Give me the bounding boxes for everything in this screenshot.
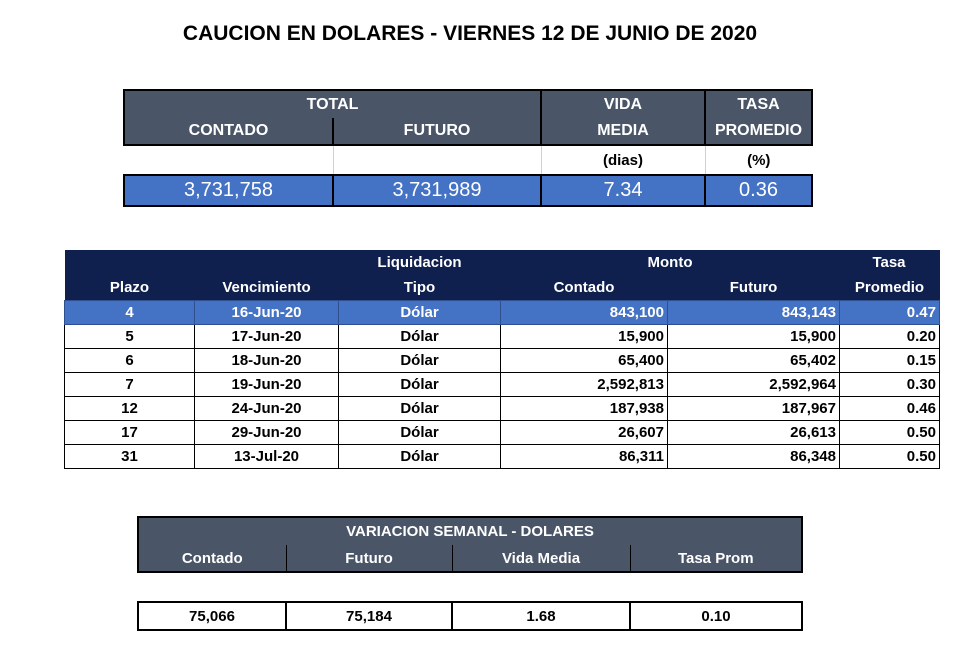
tasa-header-1: TASA bbox=[705, 90, 812, 118]
vida-header-1: VIDA bbox=[541, 90, 705, 118]
contado-cell: 15,900 bbox=[501, 324, 668, 348]
tipo-cell: Dólar bbox=[339, 372, 501, 396]
vencimiento-cell: 19-Jun-20 bbox=[195, 372, 339, 396]
tasa-cell: 0.20 bbox=[840, 324, 940, 348]
tasa-cell: 0.15 bbox=[840, 348, 940, 372]
contado-cell: 65,400 bbox=[501, 348, 668, 372]
plazo-cell: 17 bbox=[65, 420, 195, 444]
liquidacion-header: Liquidacion bbox=[339, 250, 501, 275]
total-contado-value: 3,731,758 bbox=[124, 175, 333, 206]
vencimiento-cell: 13-Jul-20 bbox=[195, 444, 339, 468]
weekly-tasa-header: Tasa Prom bbox=[630, 545, 802, 572]
plazo-header: Plazo bbox=[65, 275, 195, 300]
total-header: TOTAL bbox=[124, 90, 541, 118]
table-row bbox=[65, 372, 940, 396]
contado-header: Contado bbox=[501, 275, 668, 300]
empty-cell bbox=[138, 572, 286, 602]
empty-cell bbox=[630, 572, 802, 602]
contado-cell: 86,311 bbox=[501, 444, 668, 468]
futuro-header: Futuro bbox=[668, 275, 840, 300]
tasa-unit: (%) bbox=[705, 145, 812, 175]
futuro-cell: 187,967 bbox=[668, 396, 840, 420]
empty-cell bbox=[333, 145, 541, 175]
futuro-cell: 2,592,964 bbox=[668, 372, 840, 396]
weekly-contado-header: Contado bbox=[138, 545, 286, 572]
futuro-cell: 15,900 bbox=[668, 324, 840, 348]
tipo-cell: Dólar bbox=[339, 420, 501, 444]
futuro-cell: 86,348 bbox=[668, 444, 840, 468]
total-futuro-value: 3,731,989 bbox=[333, 175, 541, 206]
futuro-cell: 843,143 bbox=[668, 300, 840, 324]
vida-media-value: 7.34 bbox=[541, 175, 705, 206]
weekly-contado-value: 75,066 bbox=[138, 602, 286, 630]
page-title: CAUCION EN DOLARES - VIERNES 12 DE JUNIO DE 2020 bbox=[182, 22, 758, 45]
contado-cell: 26,607 bbox=[501, 420, 668, 444]
table-row bbox=[65, 300, 940, 324]
vencimiento-header: Vencimiento bbox=[195, 275, 339, 300]
tasa-cell: 0.50 bbox=[840, 420, 940, 444]
tipo-cell: Dólar bbox=[339, 300, 501, 324]
tasa-header: Tasa bbox=[840, 250, 940, 275]
futuro-header: FUTURO bbox=[333, 118, 541, 145]
plazo-cell: 7 bbox=[65, 372, 195, 396]
plazo-cell: 12 bbox=[65, 396, 195, 420]
weekly-vida-value: 1.68 bbox=[452, 602, 630, 630]
vencimiento-cell: 16-Jun-20 bbox=[195, 300, 339, 324]
weekly-tasa-value: 0.10 bbox=[630, 602, 802, 630]
weekly-futuro-value: 75,184 bbox=[286, 602, 452, 630]
table-row bbox=[65, 324, 940, 348]
table-row bbox=[65, 396, 940, 420]
vencimiento-cell: 24-Jun-20 bbox=[195, 396, 339, 420]
plazo-cell: 31 bbox=[65, 444, 195, 468]
vencimiento-cell: 18-Jun-20 bbox=[195, 348, 339, 372]
tasa-cell: 0.30 bbox=[840, 372, 940, 396]
vida-unit: (dias) bbox=[541, 145, 705, 175]
weekly-title: VARIACION SEMANAL - DOLARES bbox=[138, 517, 802, 545]
futuro-cell: 65,402 bbox=[668, 348, 840, 372]
empty-cell bbox=[286, 572, 452, 602]
tasa-header-2: PROMEDIO bbox=[705, 118, 812, 145]
contado-cell: 843,100 bbox=[501, 300, 668, 324]
weekly-variation-table bbox=[137, 516, 803, 631]
tasa-promedio-value: 0.36 bbox=[705, 175, 812, 206]
table-row bbox=[65, 348, 940, 372]
plazo-cell: 5 bbox=[65, 324, 195, 348]
tipo-cell: Dólar bbox=[339, 396, 501, 420]
contado-cell: 187,938 bbox=[501, 396, 668, 420]
empty-cell bbox=[124, 145, 333, 175]
tasa-cell: 0.46 bbox=[840, 396, 940, 420]
table-row bbox=[65, 420, 940, 444]
tasa-cell: 0.50 bbox=[840, 444, 940, 468]
header-empty bbox=[195, 250, 339, 275]
tipo-cell: Dólar bbox=[339, 348, 501, 372]
contado-cell: 2,592,813 bbox=[501, 372, 668, 396]
weekly-vida-header: Vida Media bbox=[452, 545, 630, 572]
tasa-cell: 0.47 bbox=[840, 300, 940, 324]
vencimiento-cell: 17-Jun-20 bbox=[195, 324, 339, 348]
vida-header-2: MEDIA bbox=[541, 118, 705, 145]
contado-header: CONTADO bbox=[124, 118, 333, 145]
tipo-cell: Dólar bbox=[339, 444, 501, 468]
tipo-header: Tipo bbox=[339, 275, 501, 300]
tipo-cell: Dólar bbox=[339, 324, 501, 348]
futuro-cell: 26,613 bbox=[668, 420, 840, 444]
header-empty bbox=[65, 250, 195, 275]
empty-cell bbox=[452, 572, 630, 602]
weekly-futuro-header: Futuro bbox=[286, 545, 452, 572]
detail-table bbox=[64, 250, 940, 469]
table-row bbox=[65, 444, 940, 468]
plazo-cell: 6 bbox=[65, 348, 195, 372]
vencimiento-cell: 29-Jun-20 bbox=[195, 420, 339, 444]
monto-header: Monto bbox=[501, 250, 840, 275]
summary-table bbox=[123, 89, 813, 207]
promedio-header: Promedio bbox=[840, 275, 940, 300]
plazo-cell: 4 bbox=[65, 300, 195, 324]
